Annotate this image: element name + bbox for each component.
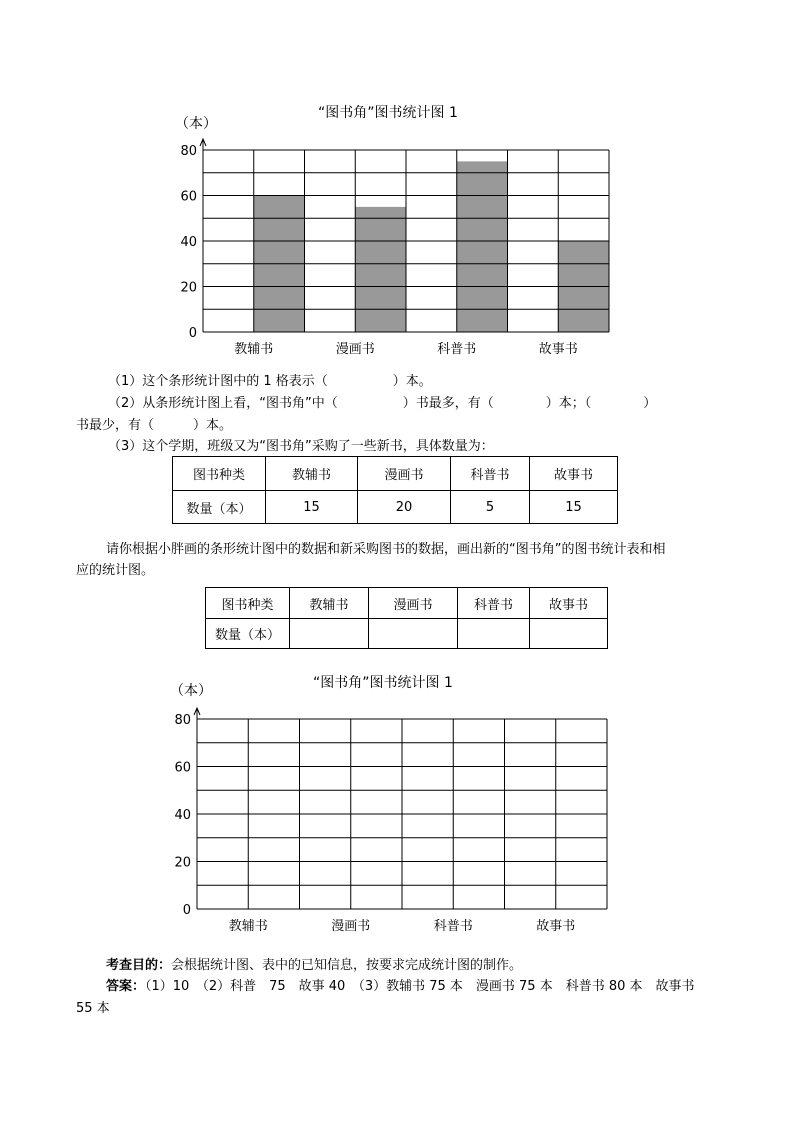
table-header-cell: 科普书 <box>451 457 530 491</box>
chart1-title: “图书角”图书统计图 1 <box>318 105 458 121</box>
bar-漫画书 <box>355 207 406 332</box>
table-header-cell: 图书种类 <box>173 457 266 491</box>
x-category-label: 教辅书 <box>228 919 268 934</box>
chart2-title: “图书角”图书统计图 1 <box>313 675 453 691</box>
x-category-label: 教辅书 <box>234 342 274 357</box>
x-category-label: 故事书 <box>538 342 578 357</box>
new-books-table <box>172 456 618 524</box>
y-tick-label: 20 <box>180 280 197 296</box>
table-header-cell: 教辅书 <box>290 588 369 619</box>
table-row <box>206 619 608 649</box>
y-tick-label: 60 <box>174 760 191 776</box>
blank-answer-cell[interactable] <box>369 619 458 649</box>
chart1-bar-chart <box>165 138 625 368</box>
new-stats-table <box>205 587 608 649</box>
x-category-label: 故事书 <box>536 919 576 934</box>
y-tick-label: 60 <box>180 189 197 205</box>
table-cell: 数量（本） <box>206 619 290 649</box>
table-header-cell: 图书种类 <box>206 588 290 619</box>
table-header-cell: 科普书 <box>458 588 530 619</box>
question-2-line-1: （2）从条形统计图上看，“图书角”中（ ）书最多，有（ ）本；（ ） <box>108 396 657 411</box>
chart2-bar-chart <box>160 706 620 942</box>
chart1-unit-label: （本） <box>175 116 217 132</box>
x-category-label: 科普书 <box>433 919 473 934</box>
y-tick-label: 0 <box>188 326 197 341</box>
table-header-cell: 故事书 <box>530 457 618 491</box>
table-header-cell: 故事书 <box>530 588 608 619</box>
x-category-label: 漫画书 <box>335 342 375 357</box>
y-tick-label: 80 <box>174 713 191 728</box>
chart2-unit-label: （本） <box>170 683 212 699</box>
question-1: （1）这个条形统计图中的 1 格表示（ ）本。 <box>108 374 432 389</box>
table-cell: 数量（本） <box>173 491 266 524</box>
answer-text: （1）10 （2）科普 75 故事 40 （3）教辅书 75 本 漫画书 75 本 科普书 80 本 故事书 <box>145 979 695 994</box>
purpose-label: 考查目的： <box>106 958 172 973</box>
bar-科普书 <box>457 161 508 332</box>
table-row <box>173 457 618 491</box>
instruction-line-1: 请你根据小胖画的条形统计图中的数据和新采购图书的数据，画出新的“图书角”的图书统计表和相 <box>106 542 666 557</box>
y-tick-label: 40 <box>180 235 197 250</box>
table-cell: 15 <box>266 491 358 524</box>
table-row <box>173 491 618 524</box>
y-tick-label: 20 <box>174 855 191 871</box>
table-header-cell: 漫画书 <box>369 588 458 619</box>
instruction-line-2: 应的统计图。 <box>76 563 155 578</box>
table-header-cell: 漫画书 <box>358 457 451 491</box>
purpose-line <box>106 954 522 973</box>
x-category-label: 科普书 <box>437 342 477 357</box>
question-2-line-2: 书最少，有（ ）本。 <box>76 418 233 433</box>
purpose-text: 会根据统计图、表中的已知信息，按要求完成统计图的制作。 <box>171 958 523 973</box>
question-3: （3）这个学期，班级又为“图书角”采购了一些新书，具体数量为： <box>108 439 494 454</box>
blank-answer-cell[interactable] <box>530 619 608 649</box>
y-tick-label: 0 <box>182 903 191 918</box>
answer-label: 答案： <box>106 979 146 994</box>
table-cell: 20 <box>358 491 451 524</box>
answer-line <box>106 975 695 994</box>
x-category-label: 漫画书 <box>331 919 371 934</box>
blank-answer-cell[interactable] <box>458 619 530 649</box>
table-row <box>206 588 608 619</box>
y-tick-label: 40 <box>174 808 191 823</box>
table-cell: 5 <box>451 491 530 524</box>
answer-continuation: 55 本 <box>76 1001 110 1016</box>
blank-answer-cell[interactable] <box>290 619 369 649</box>
table-cell: 15 <box>530 491 618 524</box>
y-tick-label: 80 <box>180 144 197 159</box>
table-header-cell: 教辅书 <box>266 457 358 491</box>
